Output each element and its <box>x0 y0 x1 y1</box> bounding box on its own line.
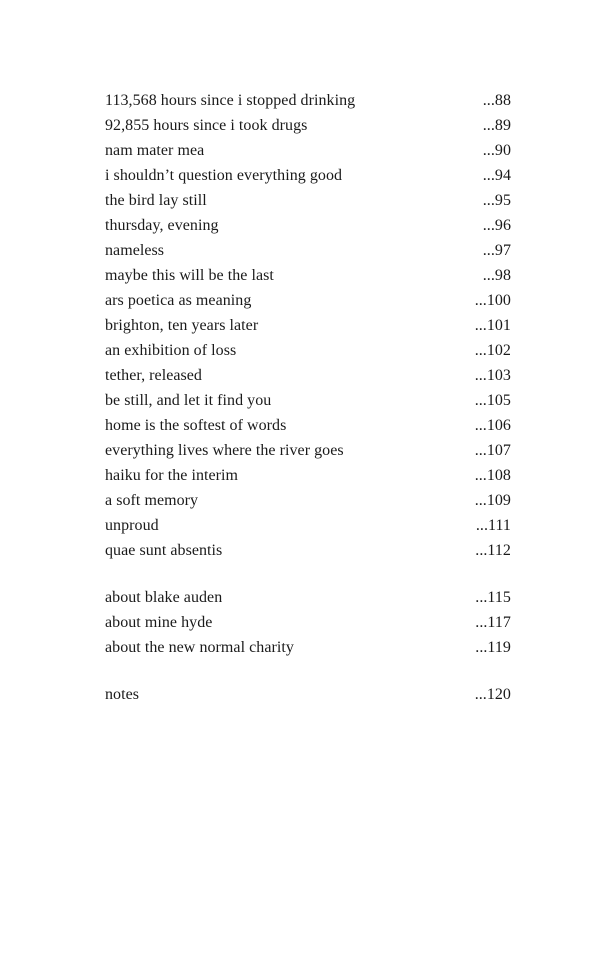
toc-entry <box>105 88 511 113</box>
toc-entry-title: unproud <box>105 517 159 534</box>
toc-entry <box>105 610 511 635</box>
toc-entry <box>105 682 511 707</box>
toc-entry-title: thursday, evening <box>105 217 219 234</box>
toc-entry-page-number: ...115 <box>475 589 511 606</box>
toc-entry-page-number: ...117 <box>475 614 511 631</box>
toc-entry-page-number: ...98 <box>482 267 511 284</box>
toc-entry <box>105 238 511 263</box>
toc-entry <box>105 363 511 388</box>
toc-entry <box>105 585 511 610</box>
toc-entry-title: an exhibition of loss <box>105 342 237 359</box>
toc-entry <box>105 113 511 138</box>
toc-entry-page-number: ...105 <box>474 392 511 409</box>
toc-entry-page-number: ...89 <box>482 117 511 134</box>
toc-entry-title: ars poetica as meaning <box>105 292 252 309</box>
section-divider <box>105 660 511 682</box>
toc-entry <box>105 263 511 288</box>
toc-entry <box>105 513 511 538</box>
toc-entry-title: about blake auden <box>105 589 223 606</box>
toc-entry <box>105 163 511 188</box>
toc-entry-page-number: ...102 <box>474 342 511 359</box>
toc-entry-title: about the new normal charity <box>105 639 294 656</box>
toc-entry <box>105 188 511 213</box>
toc-entry-page-number: ...106 <box>474 417 511 434</box>
toc-entry-page-number: ...101 <box>474 317 511 334</box>
toc-entry-page-number: ...96 <box>482 217 511 234</box>
toc-entry-page-number: ...90 <box>482 142 511 159</box>
toc-entry-title: nameless <box>105 242 165 259</box>
toc-entry <box>105 635 511 660</box>
toc-entry-page-number: ...103 <box>474 367 511 384</box>
toc-entry-title: haiku for the interim <box>105 467 239 484</box>
toc-entry-title: maybe this will be the last <box>105 267 274 284</box>
toc-entry-title: everything lives where the river goes <box>105 442 344 459</box>
toc-entry <box>105 338 511 363</box>
toc-entry-page-number: ...111 <box>475 517 511 534</box>
toc-entry-title: be still, and let it find you <box>105 392 272 409</box>
toc-entry-title: quae sunt absentis <box>105 542 223 559</box>
toc-entry <box>105 388 511 413</box>
toc-entry <box>105 138 511 163</box>
toc-entry <box>105 288 511 313</box>
toc-entry-page-number: ...119 <box>475 639 511 656</box>
toc-entry-title: about mine hyde <box>105 614 213 631</box>
toc-entry <box>105 313 511 338</box>
toc-entry-page-number: ...88 <box>482 92 511 109</box>
toc-section-notes <box>105 682 511 707</box>
toc-entry-title: nam mater mea <box>105 142 205 159</box>
toc-entry-title: a soft memory <box>105 492 199 509</box>
toc-entry <box>105 538 511 563</box>
toc-entry-title: i shouldn’t question everything good <box>105 167 343 184</box>
toc-entry-title: notes <box>105 686 140 703</box>
toc-entry-page-number: ...100 <box>474 292 511 309</box>
toc-entry <box>105 463 511 488</box>
toc-entry-title: 113,568 hours since i stopped drinking <box>105 92 356 109</box>
toc-entry-page-number: ...112 <box>475 542 511 559</box>
toc-entry-page-number: ...107 <box>474 442 511 459</box>
toc-entry-title: the bird lay still <box>105 192 207 209</box>
toc-entry-title: home is the softest of words <box>105 417 287 434</box>
toc-entry-page-number: ...109 <box>474 492 511 509</box>
toc-entry <box>105 413 511 438</box>
toc-entry-title: 92,855 hours since i took drugs <box>105 117 308 134</box>
toc-entry-page-number: ...120 <box>474 686 511 703</box>
toc-entry-title: brighton, ten years later <box>105 317 259 334</box>
toc-entry-page-number: ...97 <box>482 242 511 259</box>
toc-section-poems <box>105 88 511 563</box>
toc-entry-page-number: ...95 <box>482 192 511 209</box>
toc-entry-title: tether, released <box>105 367 202 384</box>
toc-entry-page-number: ...94 <box>482 167 511 184</box>
toc-entry <box>105 488 511 513</box>
toc-entry-page-number: ...108 <box>474 467 511 484</box>
toc-section-about <box>105 585 511 660</box>
toc-entry <box>105 438 511 463</box>
table-of-contents <box>105 88 511 707</box>
toc-entry <box>105 213 511 238</box>
section-divider <box>105 563 511 585</box>
